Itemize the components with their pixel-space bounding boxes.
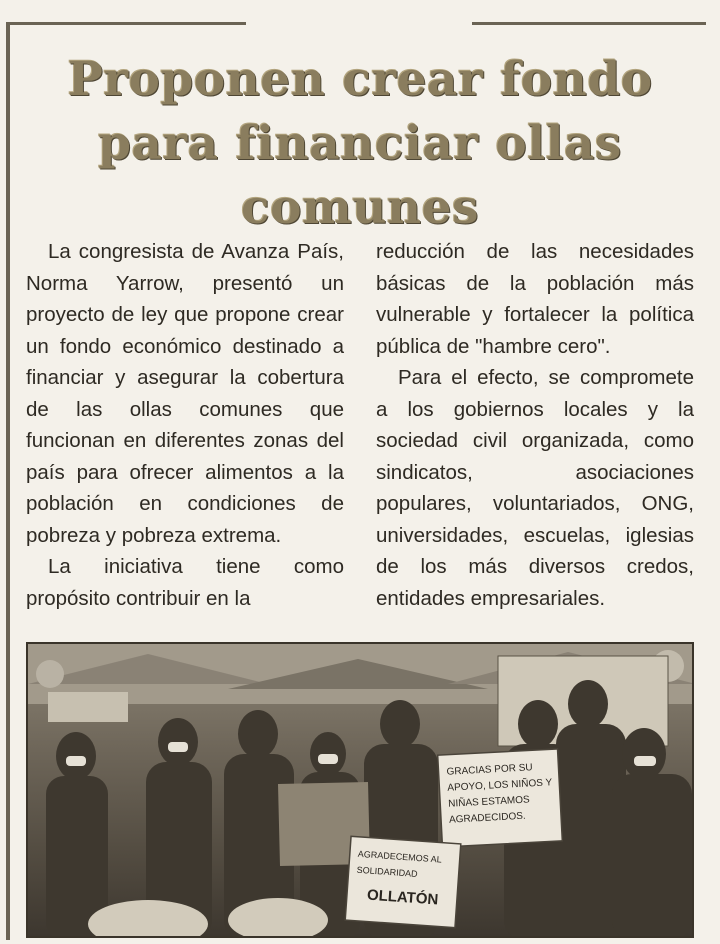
headline-line-3: comunes: [241, 180, 479, 235]
article-column-left: [26, 236, 344, 614]
balloon: [36, 660, 64, 688]
paragraph-1: La congresista de Avanza País, Norma Yarrow, presentó un proyecto de ley que propone crear un fondo económico destinado a financiar y asegurar la cobertura de las ollas comunes que funcionan en diferentes zonas del país para ofrecer alimentos a la población en condiciones de pobreza y pobreza extrema.: [26, 240, 344, 547]
sign-thanks-line-1: GRACIAS POR SU: [446, 762, 533, 778]
sign-thanks-line-3: NIÑAS ESTAMOS: [447, 794, 530, 810]
paragraph-2: La iniciativa tiene como propósito contribuir en la: [26, 555, 344, 610]
paragraph-3: Para el efecto, se compromete a los gobiernos locales y la sociedad civil organizada, como sindicatos, asociaciones populares, voluntariados, ONG, universidades, escuelas, iglesias de los más diversos credos, entidades empresariales.: [376, 366, 694, 610]
headline-line-1: Proponen crear fondo: [67, 52, 653, 107]
sign-ollaton-line-3: OLLATÓN: [366, 886, 439, 909]
sign-ollaton: [345, 836, 461, 927]
banner-top-left: [48, 692, 128, 722]
article-column-right: [376, 236, 694, 614]
headline: [20, 48, 700, 240]
photo-illustration: [28, 644, 694, 938]
headline-line-2: para financiar ollas: [98, 116, 622, 171]
article-photo: [26, 642, 694, 938]
top-rule-gap: [246, 18, 472, 28]
sign-thanks: [438, 749, 563, 847]
sign-thanks-line-2: APOYO, LOS NIÑOS Y: [447, 777, 553, 794]
sign-thanks-line-4: AGRADECIDOS.: [448, 810, 526, 826]
paragraph-2-continued: reducción de las necesidades básicas de la población más vulnerable y fortalecer la política pública de "hambre cero".: [376, 240, 694, 358]
sign-ollaton-line-1: AGRADECEMOS AL: [357, 848, 443, 865]
sign-ollaton-line-2: SOLIDARIDAD: [356, 864, 418, 879]
